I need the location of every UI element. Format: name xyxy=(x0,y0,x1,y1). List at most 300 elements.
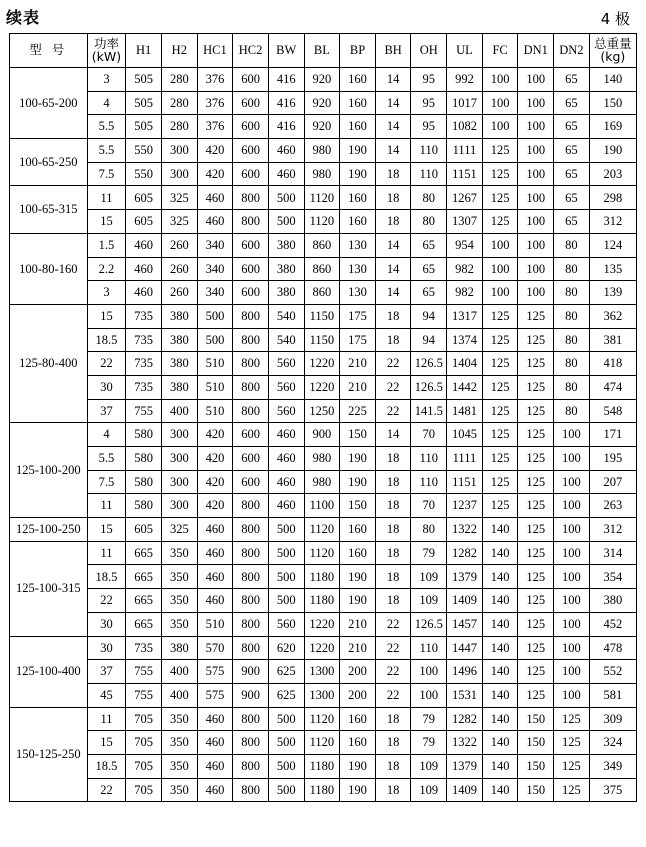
table-cell: 125 xyxy=(482,375,518,399)
table-cell: 605 xyxy=(126,186,162,210)
table-cell: 800 xyxy=(233,707,269,731)
table-cell: 100 xyxy=(482,257,518,281)
table-cell: 705 xyxy=(126,754,162,778)
table-cell: 312 xyxy=(589,210,636,234)
table-cell: 478 xyxy=(589,636,636,660)
table-cell: 110 xyxy=(411,447,447,471)
table-cell: 80 xyxy=(554,304,590,328)
table-cell: 14 xyxy=(375,233,411,257)
table-cell: 600 xyxy=(233,470,269,494)
table-cell: 94 xyxy=(411,328,447,352)
table-row xyxy=(10,589,637,613)
col-header-bl: BL xyxy=(304,34,340,68)
table-row xyxy=(10,186,637,210)
table-cell: 860 xyxy=(304,233,340,257)
table-cell: 203 xyxy=(589,162,636,186)
table-cell: 14 xyxy=(375,257,411,281)
table-cell: 190 xyxy=(340,139,376,163)
table-cell: 560 xyxy=(268,399,304,423)
table-cell: 800 xyxy=(233,565,269,589)
table-cell: 581 xyxy=(589,683,636,707)
table-cell: 510 xyxy=(197,612,233,636)
table-cell: 263 xyxy=(589,494,636,518)
table-cell: 100 xyxy=(518,233,554,257)
table-cell: 124 xyxy=(589,233,636,257)
table-cell: 100 xyxy=(554,470,590,494)
table-cell: 552 xyxy=(589,660,636,684)
table-cell: 125 xyxy=(518,352,554,376)
table-cell: 175 xyxy=(340,304,376,328)
table-cell: 1374 xyxy=(447,328,483,352)
table-row xyxy=(10,565,637,589)
table-cell: 109 xyxy=(411,565,447,589)
table-cell: 350 xyxy=(162,754,198,778)
table-cell: 505 xyxy=(126,91,162,115)
table-cell: 420 xyxy=(197,470,233,494)
table-cell: 376 xyxy=(197,115,233,139)
table-cell: 79 xyxy=(411,707,447,731)
table-cell: 125 xyxy=(518,470,554,494)
table-cell: 1322 xyxy=(447,731,483,755)
table-cell: 100 xyxy=(411,660,447,684)
table-cell: 125 xyxy=(554,778,590,802)
table-cell: 350 xyxy=(162,541,198,565)
table-cell: 1151 xyxy=(447,162,483,186)
table-cell: 280 xyxy=(162,115,198,139)
table-cell: 18 xyxy=(375,707,411,731)
table-cell: 575 xyxy=(197,683,233,707)
table-cell: 5.5 xyxy=(87,115,126,139)
col-header-h1: H1 xyxy=(126,34,162,68)
table-cell: 160 xyxy=(340,731,376,755)
table-row xyxy=(10,447,637,471)
table-cell: 500 xyxy=(268,518,304,542)
col-header-model: 型 号 xyxy=(10,34,88,68)
table-cell: 980 xyxy=(304,470,340,494)
table-cell: 160 xyxy=(340,541,376,565)
table-cell: 400 xyxy=(162,660,198,684)
table-cell: 100 xyxy=(554,447,590,471)
table-cell: 510 xyxy=(197,399,233,423)
table-cell: 460 xyxy=(197,754,233,778)
table-cell: 665 xyxy=(126,589,162,613)
table-cell: 800 xyxy=(233,186,269,210)
table-cell: 540 xyxy=(268,304,304,328)
table-cell: 540 xyxy=(268,328,304,352)
table-cell: 460 xyxy=(268,162,304,186)
col-header-ul: UL xyxy=(447,34,483,68)
table-cell: 350 xyxy=(162,612,198,636)
table-cell: 100 xyxy=(554,423,590,447)
table-cell: 140 xyxy=(482,754,518,778)
table-cell: 22 xyxy=(375,683,411,707)
table-cell: 225 xyxy=(340,399,376,423)
table-cell: 1120 xyxy=(304,731,340,755)
table-cell: 380 xyxy=(268,281,304,305)
table-cell: 100 xyxy=(554,589,590,613)
table-cell: 460 xyxy=(126,281,162,305)
model-cell: 125-100-315 xyxy=(10,541,88,636)
table-cell: 350 xyxy=(162,565,198,589)
table-cell: 1120 xyxy=(304,541,340,565)
table-cell: 460 xyxy=(268,139,304,163)
table-row xyxy=(10,731,637,755)
table-cell: 510 xyxy=(197,352,233,376)
table-cell: 340 xyxy=(197,233,233,257)
table-cell: 80 xyxy=(411,210,447,234)
table-cell: 4 xyxy=(87,423,126,447)
table-cell: 800 xyxy=(233,636,269,660)
table-cell: 460 xyxy=(197,186,233,210)
table-cell: 190 xyxy=(340,754,376,778)
table-cell: 500 xyxy=(268,541,304,565)
pole-label: 4 极 xyxy=(600,10,630,28)
table-cell: 200 xyxy=(340,660,376,684)
table-row xyxy=(10,91,637,115)
table-cell: 210 xyxy=(340,375,376,399)
table-cell: 100 xyxy=(482,68,518,92)
table-cell: 1151 xyxy=(447,470,483,494)
table-cell: 1379 xyxy=(447,565,483,589)
table-cell: 150 xyxy=(340,423,376,447)
table-cell: 100 xyxy=(518,186,554,210)
table-cell: 80 xyxy=(554,328,590,352)
table-cell: 125 xyxy=(518,612,554,636)
table-cell: 22 xyxy=(375,352,411,376)
table-cell: 125 xyxy=(482,494,518,518)
table-cell: 380 xyxy=(162,352,198,376)
table-cell: 109 xyxy=(411,589,447,613)
table-cell: 580 xyxy=(126,470,162,494)
table-cell: 325 xyxy=(162,186,198,210)
table-cell: 1017 xyxy=(447,91,483,115)
table-row xyxy=(10,328,637,352)
table-cell: 95 xyxy=(411,91,447,115)
table-cell: 3 xyxy=(87,281,126,305)
table-cell: 1150 xyxy=(304,328,340,352)
col-header-h2: H2 xyxy=(162,34,198,68)
table-cell: 65 xyxy=(411,281,447,305)
table-cell: 80 xyxy=(554,233,590,257)
table-cell: 190 xyxy=(340,447,376,471)
table-cell: 980 xyxy=(304,162,340,186)
table-cell: 14 xyxy=(375,91,411,115)
table-cell: 460 xyxy=(197,565,233,589)
table-cell: 600 xyxy=(233,447,269,471)
table-cell: 954 xyxy=(447,233,483,257)
table-cell: 1531 xyxy=(447,683,483,707)
table-cell: 80 xyxy=(554,257,590,281)
table-cell: 460 xyxy=(197,210,233,234)
table-cell: 1180 xyxy=(304,565,340,589)
table-cell: 22 xyxy=(87,352,126,376)
col-header-power: 功率 (kW) xyxy=(87,34,126,68)
table-cell: 18 xyxy=(375,470,411,494)
table-cell: 354 xyxy=(589,565,636,589)
table-cell: 125 xyxy=(482,399,518,423)
table-cell: 100 xyxy=(518,210,554,234)
table-cell: 7.5 xyxy=(87,162,126,186)
table-cell: 1282 xyxy=(447,541,483,565)
table-cell: 210 xyxy=(340,636,376,660)
table-cell: 125 xyxy=(482,447,518,471)
col-header-weight: 总重量 (kg) xyxy=(589,34,636,68)
table-cell: 190 xyxy=(340,162,376,186)
table-cell: 18.5 xyxy=(87,754,126,778)
table-cell: 362 xyxy=(589,304,636,328)
table-cell: 150 xyxy=(518,754,554,778)
table-cell: 140 xyxy=(482,778,518,802)
table-cell: 735 xyxy=(126,375,162,399)
table-cell: 1409 xyxy=(447,589,483,613)
table-cell: 1220 xyxy=(304,636,340,660)
table-cell: 22 xyxy=(375,375,411,399)
table-cell: 160 xyxy=(340,68,376,92)
table-cell: 100 xyxy=(518,68,554,92)
table-cell: 18 xyxy=(375,186,411,210)
table-cell: 65 xyxy=(554,162,590,186)
model-cell: 125-100-400 xyxy=(10,636,88,707)
table-cell: 130 xyxy=(340,281,376,305)
table-cell: 1082 xyxy=(447,115,483,139)
table-cell: 14 xyxy=(375,281,411,305)
table-cell: 150 xyxy=(518,731,554,755)
table-cell: 100 xyxy=(554,541,590,565)
table-cell: 705 xyxy=(126,707,162,731)
table-cell: 125 xyxy=(518,304,554,328)
table-cell: 140 xyxy=(482,636,518,660)
table-cell: 600 xyxy=(233,68,269,92)
table-row xyxy=(10,210,637,234)
table-cell: 160 xyxy=(340,210,376,234)
table-cell: 1180 xyxy=(304,589,340,613)
table-cell: 735 xyxy=(126,328,162,352)
table-cell: 141.5 xyxy=(411,399,447,423)
table-cell: 420 xyxy=(197,494,233,518)
table-cell: 125 xyxy=(482,352,518,376)
table-cell: 735 xyxy=(126,352,162,376)
table-cell: 381 xyxy=(589,328,636,352)
table-cell: 11 xyxy=(87,494,126,518)
model-cell: 125-80-400 xyxy=(10,304,88,422)
table-cell: 800 xyxy=(233,518,269,542)
table-cell: 992 xyxy=(447,68,483,92)
table-cell: 900 xyxy=(304,423,340,447)
table-cell: 580 xyxy=(126,423,162,447)
table-cell: 314 xyxy=(589,541,636,565)
table-cell: 800 xyxy=(233,778,269,802)
table-row xyxy=(10,707,637,731)
table-row xyxy=(10,399,637,423)
table-row xyxy=(10,304,637,328)
table-cell: 140 xyxy=(482,683,518,707)
table-cell: 376 xyxy=(197,91,233,115)
table-row xyxy=(10,423,637,447)
table-cell: 125 xyxy=(518,565,554,589)
table-cell: 160 xyxy=(340,91,376,115)
table-cell: 1111 xyxy=(447,139,483,163)
table-cell: 800 xyxy=(233,328,269,352)
table-cell: 109 xyxy=(411,778,447,802)
table-cell: 982 xyxy=(447,257,483,281)
table-cell: 190 xyxy=(340,470,376,494)
table-cell: 1317 xyxy=(447,304,483,328)
table-cell: 325 xyxy=(162,210,198,234)
table-cell: 14 xyxy=(375,423,411,447)
col-header-bw: BW xyxy=(268,34,304,68)
model-cell: 125-100-250 xyxy=(10,518,88,542)
table-cell: 126.5 xyxy=(411,352,447,376)
table-cell: 340 xyxy=(197,281,233,305)
table-cell: 3 xyxy=(87,68,126,92)
table-cell: 65 xyxy=(554,91,590,115)
table-cell: 100 xyxy=(482,281,518,305)
table-cell: 380 xyxy=(162,328,198,352)
table-cell: 100 xyxy=(554,494,590,518)
table-cell: 505 xyxy=(126,68,162,92)
table-cell: 1300 xyxy=(304,683,340,707)
table-cell: 150 xyxy=(340,494,376,518)
table-cell: 800 xyxy=(233,754,269,778)
table-cell: 126.5 xyxy=(411,375,447,399)
table-cell: 18 xyxy=(375,162,411,186)
table-cell: 280 xyxy=(162,68,198,92)
table-cell: 460 xyxy=(197,707,233,731)
table-cell: 125 xyxy=(554,707,590,731)
col-header-hc1: HC1 xyxy=(197,34,233,68)
spec-table xyxy=(9,33,637,802)
table-cell: 80 xyxy=(411,518,447,542)
table-cell: 1457 xyxy=(447,612,483,636)
table-cell: 900 xyxy=(233,683,269,707)
table-cell: 130 xyxy=(340,257,376,281)
table-cell: 400 xyxy=(162,683,198,707)
table-row xyxy=(10,660,637,684)
table-cell: 190 xyxy=(589,139,636,163)
table-cell: 95 xyxy=(411,115,447,139)
table-row xyxy=(10,281,637,305)
table-cell: 15 xyxy=(87,210,126,234)
table-cell: 1220 xyxy=(304,352,340,376)
table-row xyxy=(10,68,637,92)
table-cell: 580 xyxy=(126,494,162,518)
col-header-fc: FC xyxy=(482,34,518,68)
table-cell: 550 xyxy=(126,162,162,186)
col-header-bh: BH xyxy=(375,34,411,68)
table-cell: 1.5 xyxy=(87,233,126,257)
table-cell: 350 xyxy=(162,707,198,731)
table-cell: 980 xyxy=(304,139,340,163)
table-cell: 125 xyxy=(518,660,554,684)
table-cell: 65 xyxy=(554,115,590,139)
table-cell: 735 xyxy=(126,636,162,660)
table-cell: 350 xyxy=(162,778,198,802)
col-header-dn2: DN2 xyxy=(554,34,590,68)
table-cell: 665 xyxy=(126,541,162,565)
table-cell: 30 xyxy=(87,612,126,636)
table-cell: 37 xyxy=(87,660,126,684)
table-cell: 15 xyxy=(87,731,126,755)
table-cell: 312 xyxy=(589,518,636,542)
table-cell: 380 xyxy=(162,636,198,660)
table-cell: 575 xyxy=(197,660,233,684)
table-cell: 300 xyxy=(162,423,198,447)
table-cell: 100 xyxy=(554,612,590,636)
table-cell: 169 xyxy=(589,115,636,139)
table-cell: 140 xyxy=(482,565,518,589)
table-cell: 100 xyxy=(518,115,554,139)
model-cell: 100-80-160 xyxy=(10,233,88,304)
table-cell: 800 xyxy=(233,210,269,234)
table-cell: 500 xyxy=(268,589,304,613)
table-cell: 100 xyxy=(518,257,554,281)
table-cell: 460 xyxy=(197,589,233,613)
table-cell: 125 xyxy=(518,636,554,660)
table-cell: 18 xyxy=(375,494,411,518)
table-cell: 65 xyxy=(411,233,447,257)
table-cell: 110 xyxy=(411,636,447,660)
table-cell: 5.5 xyxy=(87,447,126,471)
table-cell: 18 xyxy=(375,304,411,328)
table-cell: 1481 xyxy=(447,399,483,423)
table-cell: 500 xyxy=(197,328,233,352)
model-cell: 100-65-315 xyxy=(10,186,88,233)
table-cell: 150 xyxy=(518,778,554,802)
table-cell: 800 xyxy=(233,304,269,328)
table-cell: 160 xyxy=(340,707,376,731)
table-cell: 500 xyxy=(268,186,304,210)
table-cell: 460 xyxy=(197,731,233,755)
table-cell: 18 xyxy=(375,541,411,565)
table-cell: 45 xyxy=(87,683,126,707)
table-cell: 5.5 xyxy=(87,139,126,163)
table-cell: 300 xyxy=(162,447,198,471)
table-cell: 125 xyxy=(518,423,554,447)
table-cell: 190 xyxy=(340,589,376,613)
table-row xyxy=(10,233,637,257)
table-cell: 200 xyxy=(340,683,376,707)
table-cell: 18 xyxy=(375,589,411,613)
table-cell: 140 xyxy=(482,660,518,684)
table-cell: 18 xyxy=(375,778,411,802)
table-cell: 376 xyxy=(197,68,233,92)
table-row xyxy=(10,162,637,186)
table-cell: 14 xyxy=(375,115,411,139)
table-cell: 160 xyxy=(340,518,376,542)
table-row xyxy=(10,257,637,281)
table-cell: 70 xyxy=(411,423,447,447)
table-cell: 460 xyxy=(268,423,304,447)
table-cell: 150 xyxy=(589,91,636,115)
table-cell: 380 xyxy=(162,375,198,399)
table-cell: 140 xyxy=(482,541,518,565)
table-cell: 349 xyxy=(589,754,636,778)
table-cell: 210 xyxy=(340,352,376,376)
table-cell: 70 xyxy=(411,494,447,518)
table-cell: 18 xyxy=(375,328,411,352)
table-cell: 500 xyxy=(268,754,304,778)
table-cell: 460 xyxy=(197,778,233,802)
table-cell: 140 xyxy=(482,707,518,731)
table-row xyxy=(10,352,637,376)
table-cell: 125 xyxy=(482,162,518,186)
table-cell: 380 xyxy=(162,304,198,328)
table-cell: 416 xyxy=(268,68,304,92)
table-cell: 1379 xyxy=(447,754,483,778)
table-cell: 125 xyxy=(482,423,518,447)
table-cell: 298 xyxy=(589,186,636,210)
table-cell: 416 xyxy=(268,115,304,139)
